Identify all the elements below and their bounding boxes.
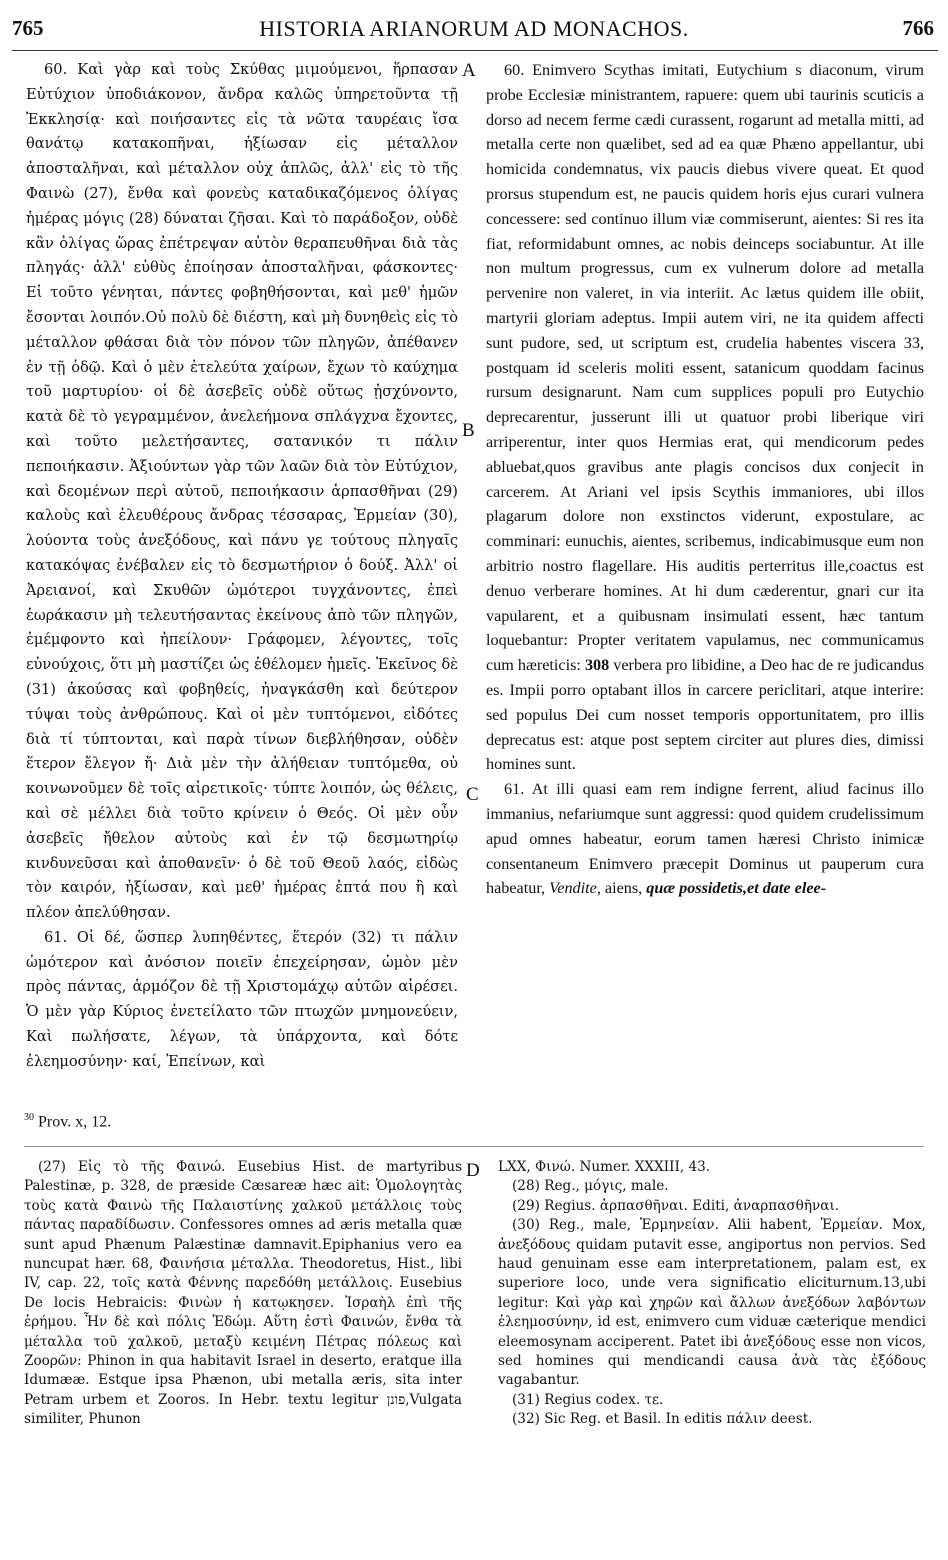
page-number-left: 765 [12,16,44,40]
latin-paragraph-60-text: 60. Enimvero Scythas imitati, Eutychium s diaconum, virum probe Ecclesiæ ministrantem, rapuere: quem ubi taurinis scuticis a dorso ad necem ferme cædi curassent, rogarunt ad metalla mitti, ad metalla certe non quælibet, sed ad ea quæ Phæno appellantur, ubi homicida condemnatus, vix paucis diebus vivere queat. Et quod prorsus stupendum est, ne paucis quidem horis ejus curari vulnera concessere: sed continuo illum viæ commiserunt, aientes: Si res ita fiat, reformidabunt omnes, ac nobis deinceps sociabuntur. At ille non multum progressus, cum ex vulnerum dolore ad metalla pervenire non valeret, in via interiit. Ac lætus quidem ille obiit, martyrii gloriam adeptus. Impii autem viri, ne ita quidem affecti sunt pudore, sed, ut scriptum est, crudelia habentes viscera 33, postquam id sceleris moliti essent, satanicum quoddam facinus rursum designarunt. Nam cum supplices populi pro Eutychio deprecarentur, jusserunt illi ut quatuor probi liberique viri arriperentur, inter quos Hermias erat, qui mendicorum pedes abluebat,quos gravibus ante plagis concisos dux conjecit in carcerem. At Ariani vel ipsis Scythis immaniores, ubi illos plagarum dolore non exstinctos viderunt, expostulare, ac comminari: eunuchis, aientes, scribemus, indicabimusque eum non arbitrio nostro flagellare. His auditis perterritus ille,coactus est denuo verberare homines. At hi dum cæderentur, gnari cur ita vapularent, et a quibusnam insimulati essent, hæc tantum loquebantur: Propter veritatem vapulamus, nec communicamus cum hæreticis: [486,61,924,675]
latin-paragraph-61 [486,777,924,901]
column-page-number: 308 [584,656,610,675]
latin-quote-vendite: Vendite, [549,879,601,898]
note-28: (28) Reg., μόγις, male. [512,1178,669,1195]
notes-right-column [498,1158,926,1430]
scripture-footnote-text: Prov. x, 12. [38,1113,112,1131]
note-32: (32) Sic Reg. et Basil. In editis πάλιν deest. [512,1411,813,1428]
latin-quote-possidetis: quæ possidetis,et date elee- [646,879,827,898]
notes-separator [24,1146,924,1147]
latin-paragraph-61-mid: aiens, [604,879,643,898]
latin-paragraph-60 [486,58,924,777]
note-27: (27) Εἰς τὸ τῆς Φαινώ. Eusebius Hist. de martyribus Palestinæ, p. 328, de præside Cæsareæ hæc ait: Ὁμολογητὰς τοὺς κατὰ Φαινὼ τῆς Παλαιστίνης χαλκοῦ μετάλλοις τοὺς πάντας παραδίδωσιν. Confessores omnes ad æris metalla quæ sunt apud Phænum Palæstinæ damnavit.Epiphanius vero ea nuncupat hær. 68, Φαινήσια μέταλλα. Theodoretus, Hist., libi IV, cap. 22, τοῖς κατὰ Φέννης παρεδόθη μετάλλοις. Eusebius De locis Hebraicis: Φινὼν ἡ κατῳκησεν. Ἰσραὴλ ἐπὶ τῆς ἐρήμου. Ἦν δὲ καὶ πόλις Ἐδώμ. Αὕτη ἐστὶ Φαινών, ἔνθα τὰ μέταλλα τοῦ χαλκοῦ, μεταξὺ κειμένη Πέτρας πόλεως καὶ Ζοορῶν: Phinon in qua habitavit Israel in deserto, eratque illa Idumææ. Estque ipsa Phænon, ubi metalla æris, sita inter Petram urbem et Zooros. In Hebr. textu legitur פונן,Vulgata similiter, Phunon [24,1159,462,1428]
note-27-continued: LXX, Φινώ. Numer. XXXIII, 43. [498,1159,711,1175]
latin-column [486,58,924,901]
note-30: (30) Reg., male, Ἑρμηνείαν. Alii habent, Ἑρμείαν. Mox, ἀνεξόδους quidam putavit esse, angiportus non pervios. Sed haud genuinam esse eam interpretationem, palam est, ex superiore loco, unde vera significatio eliciturnum.13,ubi legitur: Καὶ γὰρ καὶ χηρῶν καὶ ἄλλων ἀνεξόδων λαβόντων ἐλεημοσύνην, id est, enimvero cum viduæ cæterique mendici eleemosynam acciperent. Patet ibi ἀνεξόδους esse non vicos, sed homines qui mendicandi causa ἀνὰ τὰς ἐξόδους vagabantur. [498,1217,926,1389]
page-number-right: 766 [902,16,934,40]
note-29: (29) Regius. ἀρπασθῆναι. Editi, ἀναρπασθῆναι. [512,1197,840,1214]
running-title: HISTORIA ARIANORUM AD MONACHOS. [259,16,689,41]
greek-paragraph-61: 61. Οἱ δέ, ὥσπερ λυπηθέντες, ἕτερόν (32) τι πάλιν ὠμότερον καὶ ἀνόσιον ποιεῖν ἐπεχείρησαν, ὠμὸν μὲν πρὸς πάντας, ἁρμόζον δὲ τῇ Χριστομάχῳ αὐτῶν αἱρέσει. Ὁ μὲν γὰρ Κύριος ἐνετείλατο τῶν πτωχῶν μνημονεύειν, Καὶ πωλήσατε, λέγων, τὰ ὑπάρχοντα, καὶ δότε ἐλεημοσύνην· καί, Ἐπείνων, καὶ [26,928,458,1070]
latin-paragraph-60-end: verbera pro libidine, a Deo hac de re judicandus es. Impii porro optabant illos in carcere periclitari, atque interire: sed populus Dei cum nosset temporis opportunitatem, pro illis deprecatus est: atque post septem circiter aut plures dies, dimissi homines sunt. [486,656,924,774]
latin-paragraph-61-text: 61. At illi quasi eam rem indigne ferrent, aliud facinus illo immanius, nefariumque sunt aggressi: quod quidem crudelissimum apud omnes habeatur, eorum tamen hæresi Christo inimicæ consentaneum Enimvero præcepit Dominus ut pauperum cura habeatur, [486,780,924,898]
header-rule [12,50,938,51]
margin-marker-c: C [466,784,479,805]
margin-marker-d: D [466,1160,480,1181]
margin-marker-a: A [462,60,476,81]
greek-column [26,58,458,1075]
notes-left-column [24,1158,462,1430]
running-header [0,16,948,48]
scripture-footnote-number: 30 [24,1112,34,1123]
scripture-footnote [24,1112,111,1131]
note-31: (31) Regius codex. τε. [512,1391,664,1408]
greek-paragraph-60: 60. Καὶ γὰρ καὶ τοὺς Σκύθας μιμούμενοι, ἥρπασαν Εὐτύχιον ὑποδιάκονον, ἄνδρα καλῶς ὑπηρετοῦντα τῇ Ἐκκλησίᾳ· καὶ ποιήσαντες εἰς τὰ νῶτα ταυρέαις ἴσα θανάτῳ κατακοπῆναι, ἠξίωσαν εἰς μέταλλον ἀποσταλῆναι, καὶ μέταλλον οὐχ ἁπλῶς, ἀλλ' εἰς τὸ τῆς Φαινὼ (27), ἔνθα καὶ φονεὺς καταδικαζόμενος ὀλίγας ἡμέρας μόγις (28) δύναται ζῆσαι. Καὶ τὸ παράδοξον, οὐδὲ κἂν ὀλίγας ὥρας ἐπέτρεψαν αὐτὸν θεραπευθῆναι διὰ τὰς πληγάς· ἀλλ' εὐθὺς ἐποίησαν ἀποσταλῆναι, φάσκοντες· Εἰ τοῦτο γένηται, πάντες φοβηθήσονται, καὶ μεθ' ἡμῶν ἔσονται λοιπόν.Οὐ πολὺ δὲ διέστη, καὶ μὴ δυνηθεὶς εἰς τὸ μέταλλον φθάσαι διὰ τὸν πόνον τῶν πληγῶν, ἀπέθανεν ἐν τῇ ὁδῷ. Καὶ ὁ μὲν ἐτελεύτα χαίρων, ἔχων τὸ καύχημα τοῦ μαρτυρίου· οἱ δὲ ἀσεβεῖς οὐδὲ οὕτως ᾐσχύνοντο, κατὰ δὲ τὸ γεγραμμένον, ἀνελεήμονα σπλάγχνα ἔχοντες, καὶ τοῦτο μελετήσαντες, σατανικόν τι πάλιν πεποιήκασιν. Ἀξιούντων γὰρ τῶν λαῶν διὰ τὸν Εὐτύχιον, καὶ δεομένων περὶ αὐτοῦ, πεποιήκασιν ἁρπασθῆναι (29) καλοὺς καὶ ἐλευθέρους ἄνδρας τέσσαρας, Ἑρμείαν (30), λούοντα τοὺς ἀνεξόδους, καὶ πάνυ γε τούτους πληγαῖς κατακόψας ἐνέβαλεν εἰς τὸ δεσμωτήριον ὁ δούξ. Ἀλλ' οἱ Ἀρειανοί, καὶ Σκυθῶν ὠμότεροι τυγχάνοντες, ἐπεὶ ἑωράκασιν μὴ τελευτήσαντας ἐκείνους ἀπὸ τῶν πληγῶν, ἐμέμφοντο καὶ ἠπείλουν· Γράφομεν, λέγοντες, τοῖς εὐνούχοις, ὅτι μὴ μαστίζει ὡς ἐθέλομεν ἡμεῖς. Ἐκεῖνος δὲ (31) ἀκούσας καὶ φοβηθείς, ἠναγκάσθη καὶ δεύτερον τύψαι τοὺς ἀνθρώπους. Καὶ οἱ μὲν τυπτόμενοι, εἰδότες διὰ τί τύπτονται, καὶ παρὰ τίνων διεβλήθησαν, οὐδὲν ἕτερον ἔλεγον ἤ· Διὰ μὲν τὴν ἀλήθειαν τυπτόμεθα, οὐ κοινωνοῦμεν δὲ τοῖς αἱρετικοῖς· τύπτε λοιπόν, ὡς θέλεις, καὶ σὲ μέλλει διὰ τοῦτο κρίνειν ὁ Θεός. Οἱ μὲν οὖν ἀσεβεῖς ἤθελον αὐτοὺς καὶ ἐν τῷ δεσμωτηρίῳ κινδυνεῦσαι καὶ ἀποθανεῖν· ὁ δὲ τοῦ Θεοῦ λαός, εἰδὼς τὸν καιρόν, ἠξίωσαν, καὶ μεθ' ἡμέρας ἑπτά που ἢ καὶ πλέον ἀπελύθησαν. [26,61,458,922]
margin-marker-b: B [462,420,475,441]
